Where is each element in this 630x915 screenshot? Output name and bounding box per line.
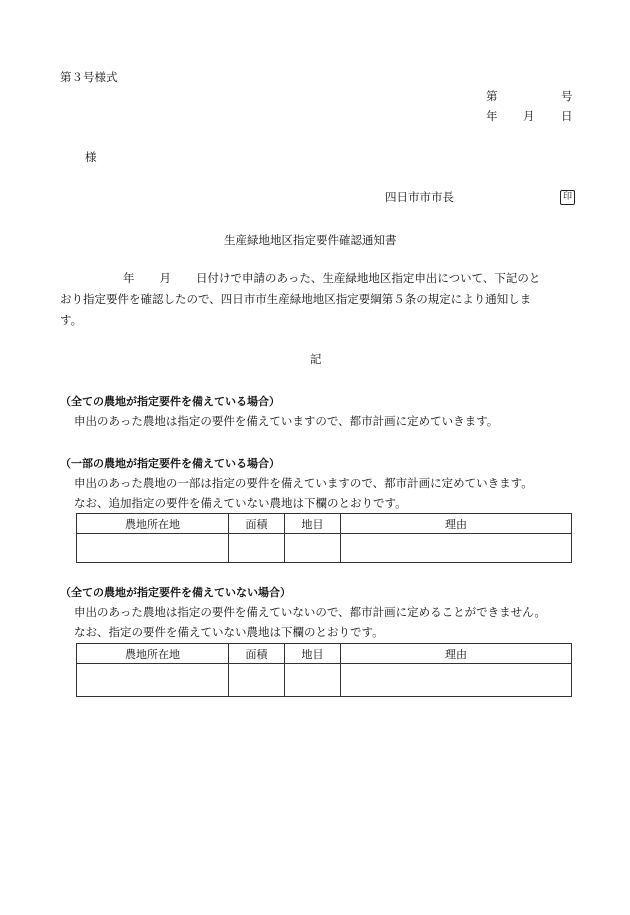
ki-heading: 記: [310, 352, 322, 366]
number-suffix: 号: [561, 89, 573, 103]
header-location: 農地所在地: [77, 514, 229, 534]
header-reason: 理由: [341, 514, 572, 534]
header-area: 面積: [229, 514, 285, 534]
body-line-3: す。: [60, 313, 83, 327]
body-year: 年: [123, 271, 135, 285]
form-label: 第３号様式: [60, 70, 118, 84]
header-land-category: 地目: [285, 644, 341, 664]
date-month: 月: [523, 109, 535, 123]
section-none-meet-heading: （全ての農地が指定要件を備えていない場合）: [60, 586, 291, 599]
section-partial-text-1: 申出のあった農地の一部は指定の要件を備えていますので、都市計画に定めていきます。: [74, 476, 533, 490]
number-prefix: 第: [486, 89, 498, 103]
table-header-row: [77, 644, 572, 664]
section-partial-heading: （一部の農地が指定要件を備えている場合）: [60, 457, 280, 470]
table-row: [77, 534, 572, 563]
section-all-meet-text: 申出のあった農地は指定の要件を備えていますので、都市計画に定めていきます。: [74, 414, 499, 428]
section-none-meet-text-2: なお、指定の要件を備えていない農地は下欄のとおりです。: [74, 625, 384, 639]
issuer-title: 四日市市市長: [385, 190, 454, 204]
body-line-1-text: 日付けで申請のあった、生産緑地地区指定申出について、下記のと: [196, 271, 541, 285]
header-location: 農地所在地: [77, 644, 229, 664]
addressee-honorific: 様: [85, 150, 97, 164]
cell-area[interactable]: [229, 664, 285, 697]
section-all-meet-heading: （全ての農地が指定要件を備えている場合）: [60, 395, 280, 408]
cell-land-category[interactable]: [285, 534, 341, 563]
date-year: 年: [486, 109, 498, 123]
header-land-category: 地目: [285, 514, 341, 534]
date-day: 日: [561, 109, 573, 123]
cell-land-category[interactable]: [285, 664, 341, 697]
body-line-2: おり指定要件を確認したので、四日市市生産緑地地区指定要綱第５条の規定により通知しま: [60, 292, 532, 306]
table-header-row: [77, 514, 572, 534]
cell-location[interactable]: [77, 534, 229, 563]
body-paragraph: [60, 268, 580, 331]
cell-area[interactable]: [229, 534, 285, 563]
body-line-1: [60, 268, 580, 289]
cell-reason[interactable]: [341, 534, 572, 563]
body-month: 月: [159, 271, 171, 285]
header-reason: 理由: [341, 644, 572, 664]
cell-reason[interactable]: [341, 664, 572, 697]
partial-table: [76, 513, 572, 563]
cell-location[interactable]: [77, 664, 229, 697]
section-partial-text-2: なお、追加指定の要件を備えていない農地は下欄のとおりです。: [74, 496, 407, 510]
document-title: 生産緑地地区指定要件確認通知書: [224, 233, 397, 247]
section-none-meet-text-1: 申出のあった農地は指定の要件を備えていないので、都市計画に定めることができません。: [74, 605, 546, 619]
header-area: 面積: [229, 644, 285, 664]
seal-mark: 印: [560, 190, 575, 205]
none-meet-table: [76, 643, 572, 697]
table-row: [77, 664, 572, 697]
